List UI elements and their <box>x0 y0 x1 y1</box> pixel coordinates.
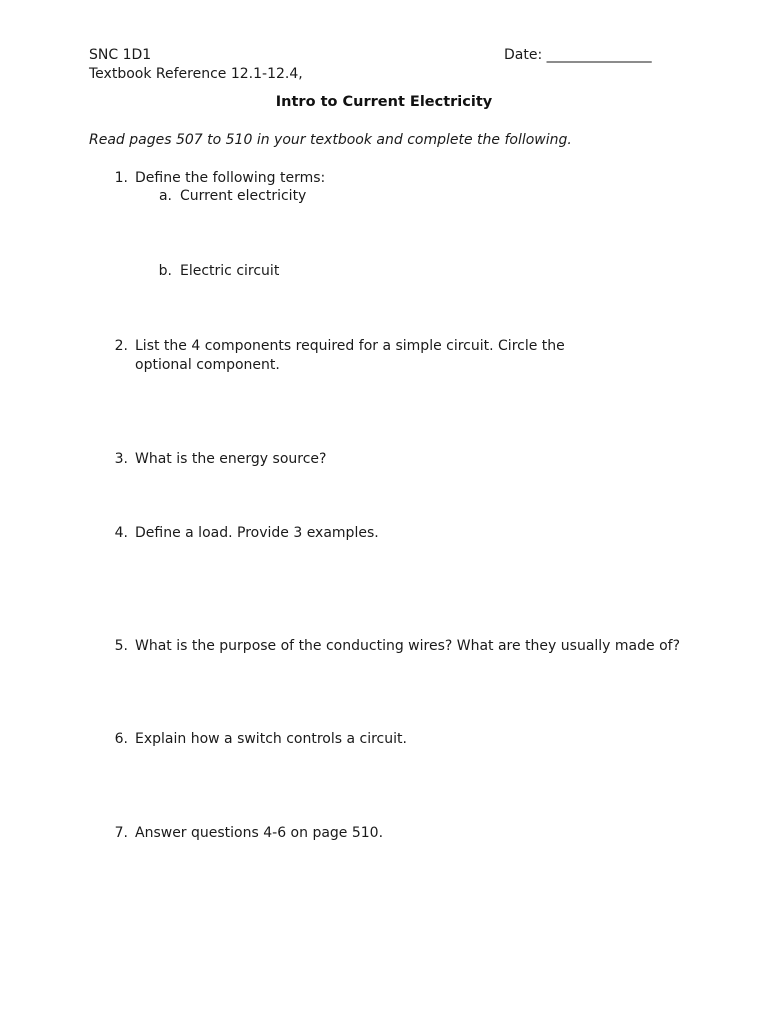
question-text: List the 4 components required for a simple circuit. Circle the optional component. <box>135 338 565 373</box>
question-text: Answer questions 4-6 on page 510. <box>135 825 384 841</box>
question-number: 3. <box>114 451 128 467</box>
question-number: 4. <box>114 525 128 541</box>
instructions: Read pages 507 to 510 in your textbook and complete the following. <box>89 132 572 148</box>
sub-item-text: Electric circuit <box>180 263 280 279</box>
question-number: 5. <box>114 638 128 654</box>
question-text: What is the purpose of the conducting wires? What are they usually made of? <box>135 638 681 654</box>
question-text: Define the following terms: <box>135 170 326 186</box>
sub-item-text: Current electricity <box>180 188 307 204</box>
question-number: 7. <box>114 825 128 841</box>
question-number: 2. <box>114 338 128 354</box>
question-text: Define a load. Provide 3 examples. <box>135 525 379 541</box>
question-text: Explain how a switch controls a circuit. <box>135 731 407 747</box>
date-field: Date: _______________ <box>504 47 652 63</box>
course-code: SNC 1D1 <box>89 47 152 63</box>
sub-item-letter: b. <box>158 263 172 279</box>
textbook-reference: Textbook Reference 12.1-12.4, <box>89 66 303 82</box>
question-number: 1. <box>114 170 128 186</box>
page-title: Intro to Current Electricity <box>275 94 493 110</box>
question-text: What is the energy source? <box>135 451 327 467</box>
sub-item-letter: a. <box>158 188 172 204</box>
question-number: 6. <box>114 731 128 747</box>
